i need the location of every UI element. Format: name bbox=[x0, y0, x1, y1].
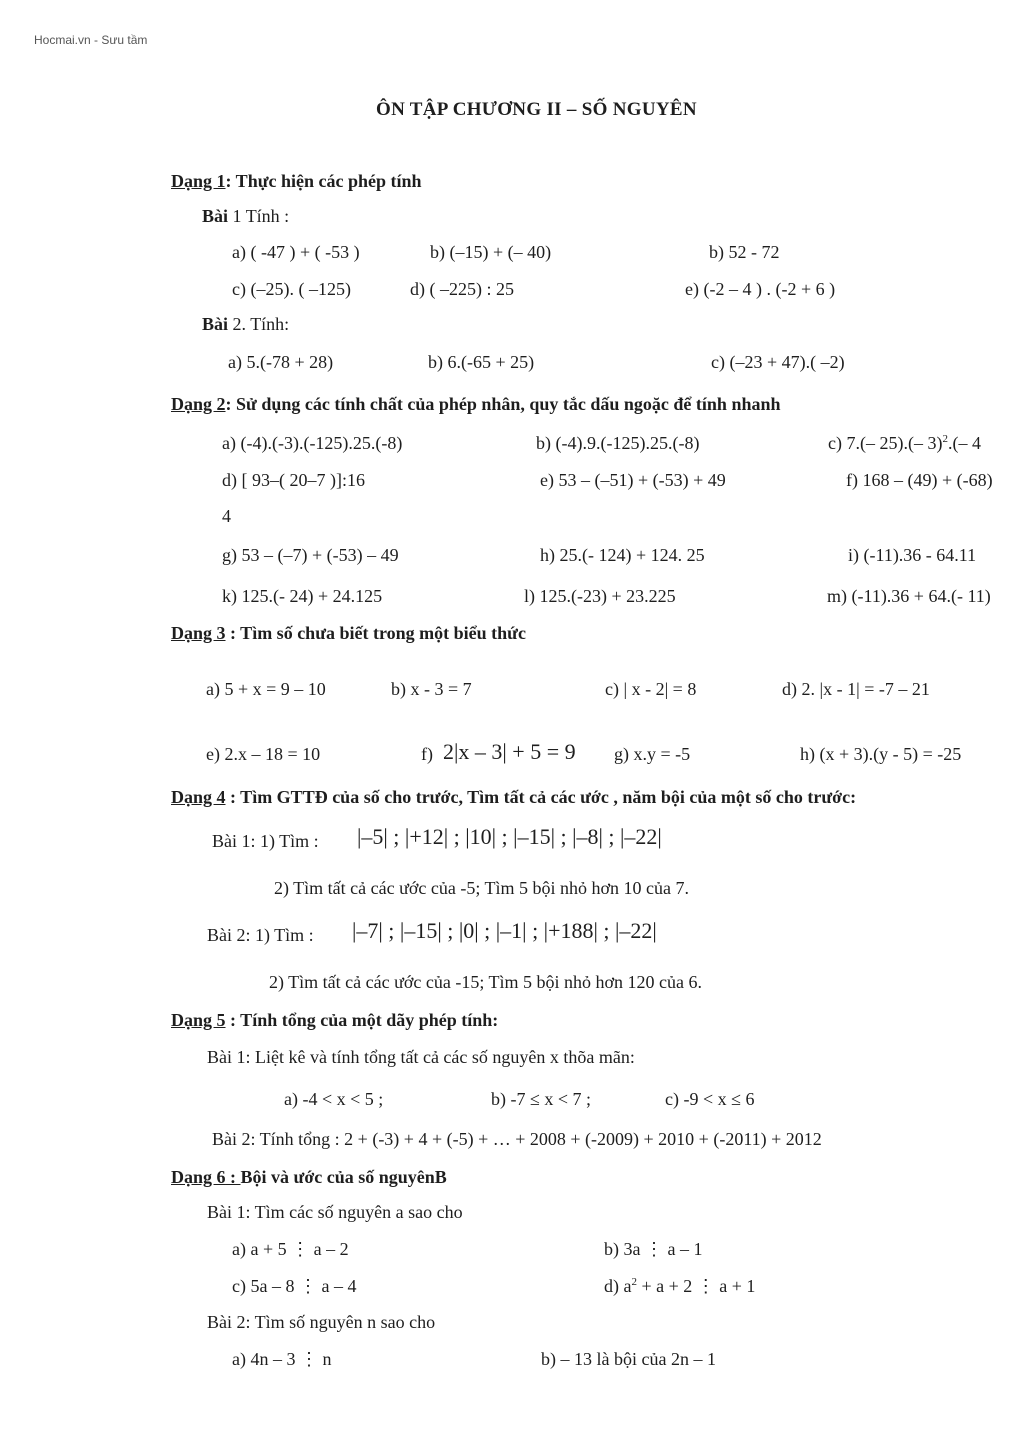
section-2-title: : Sử dụng các tính chất của phép nhân, quy tắc dấu ngoặc để tính nhanh bbox=[225, 394, 781, 414]
section-6-heading bbox=[171, 1167, 447, 1188]
section-6-tag: Dạng 6 bbox=[171, 1167, 226, 1187]
problem-2-1g: g) 53 – (–7) + (-53) – 49 bbox=[222, 545, 399, 565]
problem-6-1d bbox=[604, 1276, 755, 1297]
section-3-tag: Dạng 3 bbox=[171, 623, 226, 643]
problem-3h: h) (x + 3).(y - 5) = -25 bbox=[800, 744, 962, 764]
section-4-tag: Dạng 4 bbox=[171, 787, 226, 807]
problem-2a: a) 5.(-78 + 28) bbox=[228, 352, 334, 372]
section-1-title: : Thực hiện các phép tính bbox=[225, 171, 422, 191]
exercise-rest: 2. Tính: bbox=[228, 314, 290, 334]
problem-1d: d) ( –225) : 25 bbox=[410, 279, 514, 299]
section-5-heading bbox=[171, 1010, 498, 1031]
problem-3d: d) 2. |x - 1| = -7 – 21 bbox=[782, 679, 930, 699]
problem-1a: a) ( -47 ) + ( -53 ) bbox=[232, 242, 360, 262]
exercise-6-1: Bài 1: Tìm các số nguyên a sao cho bbox=[207, 1202, 463, 1222]
problem-2-1k: k) 125.(- 24) + 24.125 bbox=[222, 586, 383, 606]
section-1-tag: Dạng 1 bbox=[171, 171, 226, 191]
problem-5c: c) -9 < x ≤ 6 bbox=[665, 1089, 755, 1109]
exercise-rest: 1 Tính : bbox=[228, 206, 290, 226]
problem-3f-label: f) bbox=[421, 744, 433, 764]
problem-3a: a) 5 + x = 9 – 10 bbox=[206, 679, 326, 699]
problem-2-1d-overflow: 4 bbox=[222, 506, 231, 526]
exercise-1-label bbox=[202, 206, 289, 227]
exercise-6-2: Bài 2: Tìm số nguyên n sao cho bbox=[207, 1312, 436, 1332]
problem-6-2b: b) – 13 là bội của 2n – 1 bbox=[541, 1349, 716, 1369]
page-title: ÔN TẬP CHƯƠNG II – SỐ NGUYÊN bbox=[376, 99, 697, 120]
problem-2-1e: e) 53 – (–51) + (-53) + 49 bbox=[540, 470, 726, 490]
exercise-word: Bài bbox=[202, 314, 229, 334]
problem-2-1h: h) 25.(- 124) + 124. 25 bbox=[540, 545, 705, 565]
section-2-tag: Dạng 2 bbox=[171, 394, 226, 414]
problem-3g: g) x.y = -5 bbox=[614, 744, 691, 764]
problem-2-1d: d) [ 93–( 20–7 )]:16 bbox=[222, 470, 365, 490]
section-3-title: : Tìm số chưa biết trong một biểu thức bbox=[225, 623, 526, 643]
exercise-5-1: Bài 1: Liệt kê và tính tổng tất cả các số nguyên x thõa mãn: bbox=[207, 1047, 635, 1067]
exercise-4-2-part2: 2) Tìm tất cả các ước của -15; Tìm 5 bội nhỏ hơn 120 của 6. bbox=[269, 972, 703, 992]
problem-5b: b) -7 ≤ x < 7 ; bbox=[491, 1089, 592, 1109]
problem-2-1m: m) (-11).36 + 64.(- 11) bbox=[827, 586, 991, 606]
problem-1b2: b) 52 - 72 bbox=[709, 242, 780, 262]
section-6-sep: : bbox=[225, 1167, 241, 1187]
problem-2b: b) 6.(-65 + 25) bbox=[428, 352, 535, 372]
problem-5a: a) -4 < x < 5 ; bbox=[284, 1089, 384, 1109]
problem-6-1d-exponent: 2 bbox=[631, 1276, 637, 1288]
watermark: Hocmai.vn - Sưu tầm bbox=[34, 33, 148, 47]
problem-1c: c) (–25). ( –125) bbox=[232, 279, 351, 299]
problem-6-1d-post: + a + 2 ⋮ a + 1 bbox=[636, 1276, 756, 1296]
exercise-word: Bài bbox=[202, 206, 229, 226]
problem-2-1b: b) (-4).9.(-125).25.(-8) bbox=[536, 433, 700, 453]
section-5-tag: Dạng 5 bbox=[171, 1010, 226, 1030]
exercise-5-2: Bài 2: Tính tổng : 2 + (-3) + 4 + (-5) + … + 2008 + (-2009) + 2010 + (-2011) + 2012 bbox=[212, 1129, 822, 1149]
problem-2-1c bbox=[828, 433, 981, 454]
absolute-values-list-2: |–7| ; |–15| ; |0| ; |–1| ; |+188| ; |–22| bbox=[352, 918, 657, 943]
problem-2-1i: i) (-11).36 - 64.11 bbox=[848, 545, 977, 565]
section-4-title: : Tìm GTTĐ của số cho trước, Tìm tất cả các ước , năm bội của một số cho trước: bbox=[225, 787, 857, 807]
absolute-values-list-1: |–5| ; |+12| ; |10| ; |–15| ; |–8| ; |–22| bbox=[357, 824, 662, 849]
exercise-4-2-label: Bài 2: 1) Tìm : bbox=[207, 925, 314, 945]
problem-6-1d-pre: d) a bbox=[604, 1276, 632, 1296]
problem-3c: c) | x - 2| = 8 bbox=[605, 679, 697, 699]
exercise-2-label bbox=[202, 314, 289, 335]
problem-6-1a: a) a + 5 ⋮ a – 2 bbox=[232, 1239, 349, 1259]
problem-6-1c: c) 5a – 8 ⋮ a – 4 bbox=[232, 1276, 357, 1296]
section-4-heading bbox=[171, 787, 856, 808]
section-1-heading bbox=[171, 171, 422, 192]
problem-2-1c-exponent: 2 bbox=[942, 433, 948, 445]
section-3-heading bbox=[171, 623, 526, 644]
problem-3b: b) x - 3 = 7 bbox=[391, 679, 472, 699]
problem-2-1l: l) 125.(-23) + 23.225 bbox=[524, 586, 676, 606]
section-2-heading bbox=[171, 394, 780, 415]
problem-2-1c-main: c) 7.(– 25).(– 3) bbox=[828, 433, 943, 453]
section-5-title: : Tính tổng của một dãy phép tính: bbox=[225, 1010, 499, 1030]
problem-2-1f: f) 168 – (49) + (-68) bbox=[846, 470, 993, 490]
exercise-4-1-part2: 2) Tìm tất cả các ước của -5; Tìm 5 bội nhỏ hơn 10 của 7. bbox=[274, 878, 690, 898]
problem-3f-equation: 2|x – 3| + 5 = 9 bbox=[443, 739, 576, 764]
problem-3e: e) 2.x – 18 = 10 bbox=[206, 744, 321, 764]
exercise-4-1-label: Bài 1: 1) Tìm : bbox=[212, 831, 319, 851]
problem-2-1c-tail: .(– 4 bbox=[947, 433, 981, 453]
problem-6-2a: a) 4n – 3 ⋮ n bbox=[232, 1349, 332, 1369]
problem-1b: b) (–15) + (– 40) bbox=[430, 242, 552, 262]
problem-2-1a: a) (-4).(-3).(-125).25.(-8) bbox=[222, 433, 403, 453]
problem-6-1b: b) 3a ⋮ a – 1 bbox=[604, 1239, 703, 1259]
problem-2c: c) (–23 + 47).( –2) bbox=[711, 352, 845, 372]
problem-1e: e) (-2 – 4 ) . (-2 + 6 ) bbox=[685, 279, 836, 299]
section-6-title: Bội và ước của số nguyênB bbox=[240, 1167, 447, 1187]
